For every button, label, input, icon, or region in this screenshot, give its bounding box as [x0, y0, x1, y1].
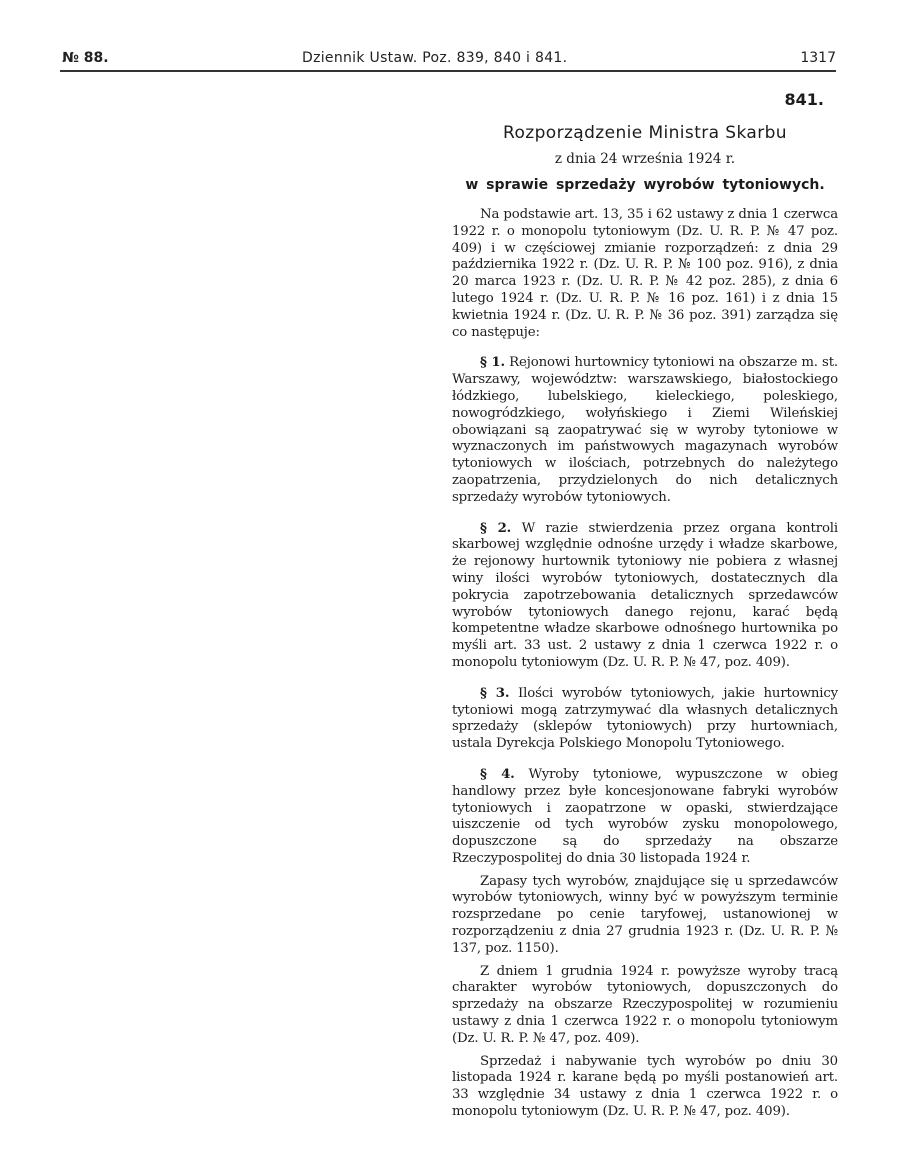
- section-mark: § 1.: [480, 355, 505, 371]
- preamble: Na podstawie art. 13, 35 i 62 ustawy z dnia 1 czerwca 1922 r. o monopolu tytoniowym (Dz. U. R. P. № 47 poz. 409) i w częściowej zmianie rozporządzeń: z dnia 29 października 1922 r. (Dz. U. R. P. № 100 poz. 916), z dnia 20 marca 1923 r. (Dz. U. R. P. № 42 poz. 285), z dnia 6 lutego 1924 r. (Dz. U. R. P. № 16 poz. 161) i z dnia 15 kwietnia 1924 r. (Dz. U. R. P. № 36 poz. 391) zarządza się co następuje:: [452, 207, 838, 340]
- act-column: [452, 84, 838, 1127]
- section-mark: § 2.: [480, 520, 512, 536]
- section-mark: § 3.: [480, 685, 510, 701]
- page-header: [62, 44, 836, 70]
- section-3: [452, 686, 838, 753]
- section-text: Rejonowi hurtownicy tytoniowi na obszarze m. st. Warszawy, województw: warszawskiego, białostockiego łódzkiego, lubelskiego, kieleckiego, poleskiego, nowogródzkiego, wołyńskiego i Ziemi Wileńskiej obowiązani są zaopatrywać się w wyroby tytoniowe w wyznaczonych im państwowych magazynach wyrobów tytoniowych w ilościach, potrzebnych do należytego zaopatrzenia, przydzielonych do nich detalicznych sprzedaży wyrobów tytoniowych.: [452, 355, 839, 505]
- act-number: 841.: [784, 90, 824, 109]
- section-4-paragraph: Z dniem 1 grudnia 1924 r. powyższe wyroby tracą charakter wyrobów tytoniowych, dopuszczonych do sprzedaży na obszarze Rzeczypospolitej w rozumieniu ustawy z dnia 1 czerwca 1922 r. o monopolu tytoniowym (Dz. U. R. P. № 47, poz. 409).: [452, 963, 838, 1046]
- header-rule: [60, 70, 836, 72]
- section-text: W razie stwierdzenia przez organa kontroli skarbowej względnie odnośne urzędy i władze skarbowe, że rejonowy hurtownik tytoniowy nie pobiera z własnej winy ilości wyrobów tytoniowych, dostatecznych dla pokrycia zapotrzebowania detalicznych sprzedawców wyrobów tytoniowych danego rejonu, karać będą kompetentne władze skarbowe odnośnego hurtownika po myśli art. 33 ust. 2 ustawy z dnia 1 czerwca 1922 r. o monopolu tytoniowym (Dz. U. R. P. № 47, poz. 409).: [452, 520, 839, 670]
- act-title: Rozporządzenie Ministra Skarbu: [503, 123, 787, 143]
- section-mark: § 4.: [480, 766, 515, 782]
- section-4-paragraph: Zapasy tych wyrobów, znajdujące się u sprzedawców wyrobów tytoniowych, winny być w powyższym terminie rozsprzedane po cenie taryfowej, ustanowionej w rozporządzeniu z dnia 27 grudnia 1923 r. (Dz. U. R. P. № 137, poz. 1150).: [452, 873, 838, 956]
- act-date: z dnia 24 września 1924 r.: [554, 151, 736, 167]
- section-text: Ilości wyrobów tytoniowych, jakie hurtownicy tytoniowi mogą zatrzymywać dla własnych detalicznych sprzedaży (sklepów tytoniowych) przy hurtowniach, ustala Dyrekcja Polskiego Monopolu Tytoniowego.: [452, 685, 839, 752]
- section-text: Wyroby tytoniowe, wypuszczone w obieg handlowy przez byłe koncesjonowane fabryki wyrobów tytoniowych i zaopatrzone w opaski, stwierdzające uiszczenie od tych wyrobów zysku monopolowego, dopuszczone są do sprzedaży na obszarze Rzeczypospolitej do dnia 30 listopada 1924 r.: [452, 766, 838, 866]
- section-2: [452, 521, 838, 672]
- section-1: [452, 355, 838, 506]
- journal-reference: Dziennik Ustaw. Poz. 839, 840 i 841.: [302, 50, 568, 66]
- page-number: 1317: [800, 50, 836, 66]
- section-4: [452, 767, 838, 868]
- section-4-paragraph: Sprzedaż i nabywanie tych wyrobów po dniu 30 listopada 1924 r. karane będą po myśli postanowień art. 33 względnie 34 ustawy z dnia 1 czerwca 1922 r. o monopolu tytoniowym (Dz. U. R. P. № 47, poz. 409).: [452, 1053, 838, 1120]
- issue-number: № 88.: [62, 50, 109, 66]
- act-subject: w sprawie sprzedaży wyrobów tytoniowych.: [465, 177, 825, 193]
